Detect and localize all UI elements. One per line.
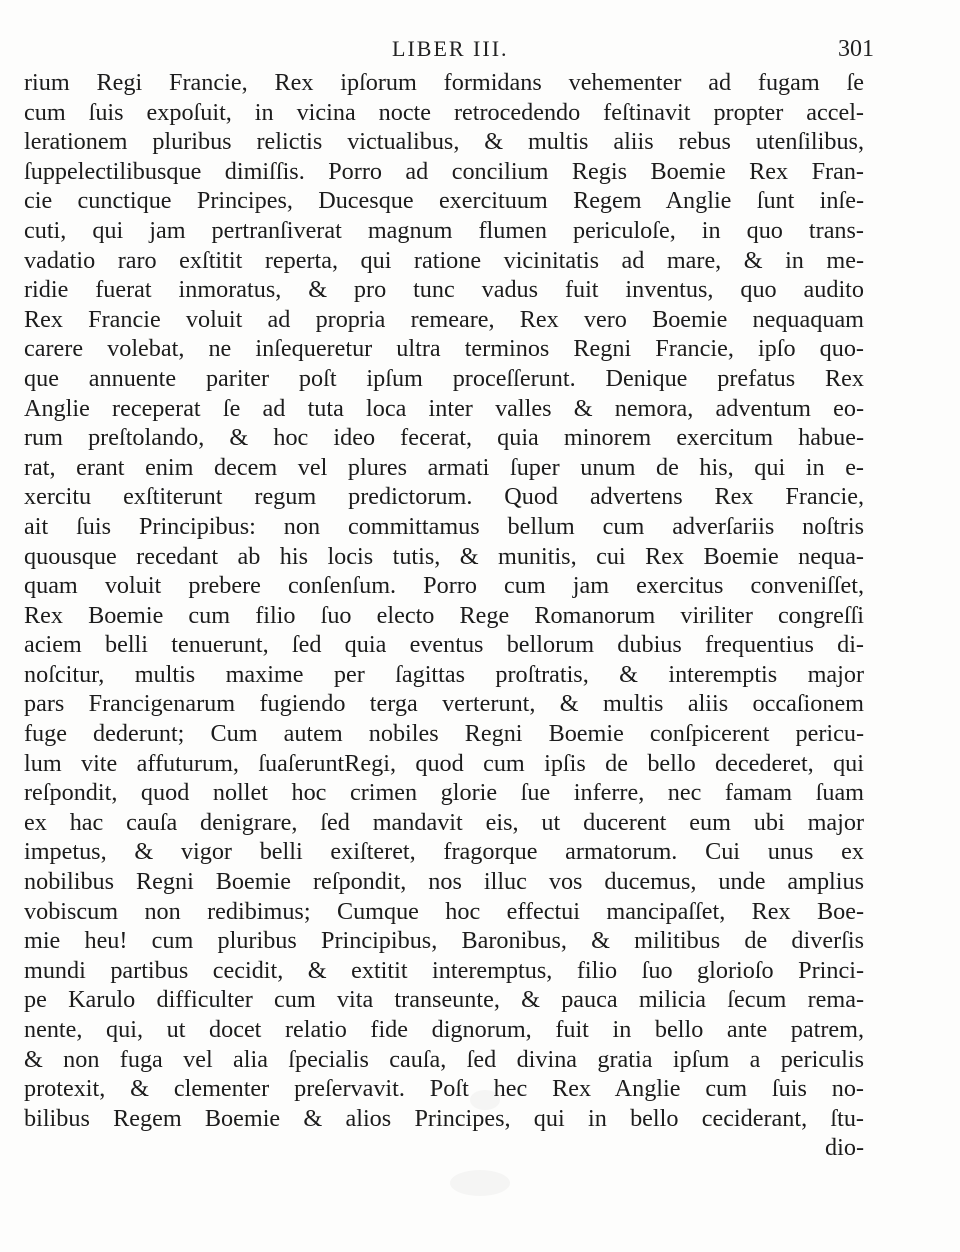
text-line: rum preſtolando, & hoc ideo fecerat, quia minorem exercitum habue- <box>24 424 864 452</box>
text-line: que annuente pariter poſt ipſum proceſſerunt. Denique prefatus Rex <box>24 364 864 392</box>
paper-smudge <box>450 1170 510 1196</box>
text-line: vadatio raro exſtitit reperta, qui ratione vicinitatis ad mare, & in me- <box>24 246 864 274</box>
text-line: quam voluit prebere conſenſum. Porro cum jam exercitus conveniſſet, <box>24 572 864 600</box>
text-line: mie heu! cum pluribus Principibus, Baronibus, & militibus de diverſis <box>24 927 864 955</box>
running-title: LIBER III. <box>392 36 509 61</box>
text-line: bilibus Regem Boemie & alios Principes, qui in bello ceciderant, ſtu- <box>24 1104 864 1132</box>
text-line: quousque recedant ab his locis tutis, & munitis, cui Rex Boemie nequa- <box>24 542 864 570</box>
text-line: nente, qui, ut docet relatio fide dignorum, fuit in bello ante patrem, <box>24 1016 864 1043</box>
text-line: rium Regi Francie, Rex ipſorum formidans vehementer ad fugam ſe <box>24 69 864 96</box>
catchword: dio- <box>825 1134 864 1162</box>
text-line: vobiscum non redibimus; Cumque hoc effectui mancipaſſet, Rex Boe- <box>24 897 864 925</box>
text-line: mundi partibus cecidit, & extitit interemptus, filio ſuo glorioſo Princi- <box>24 956 864 984</box>
text-line: Rex Francie voluit ad propria remeare, Rex vero Boemie nequaquam <box>24 305 864 333</box>
text-line: ridie fuerat inmoratus, & pro tunc vadus fuit inventus, quo audito <box>24 276 864 304</box>
text-line: pe Karulo difficulter cum vita transeunte, & pauca milicia ſecum rema- <box>24 986 864 1014</box>
text-line: cuti, qui jam pertranſiverat magnum flumen periculoſe, in quo trans- <box>24 216 864 244</box>
text-line: Anglie receperat ſe ad tuta loca inter valles & nemora, adventum eo- <box>24 394 864 422</box>
text-line: lum vite affuturum, ſuaſeruntRegi, quod cum ipſis de bello decederet, qui <box>24 749 864 777</box>
text-line: noſcitur, multis maxime per ſagittas proſtratis, & interemptis major <box>24 660 864 688</box>
text-line: ex hac cauſa denigrare, ſed mandavit eis, ut ducerent eum ubi major <box>24 808 864 836</box>
page-number: 301 <box>838 36 874 62</box>
text-line: cie cunctique Principes, Ducesque exercituum Regem Anglie ſunt inſe- <box>24 187 864 215</box>
text-line: lerationem pluribus relictis victualibus, & multis aliis rebus utenſilibus, <box>24 128 864 156</box>
text-line: ait ſuis Principibus: non committamus bellum cum adverſariis noſtris <box>24 512 864 540</box>
text-line: nobilibus Regni Boemie reſpondit, nos illuc vos ducemus, unde amplius <box>24 868 864 896</box>
running-head <box>0 36 960 66</box>
text-line: aciem belli tenuerunt, ſed quia eventus bellorum dubius frequentius di- <box>24 631 864 659</box>
text-line: rat, erant enim decem vel plures armati ſuper unum de his, qui in e- <box>24 453 864 481</box>
text-line: xercitu exſtiterunt regum predictorum. Quod advertens Rex Francie, <box>24 483 864 511</box>
text-line: impetus, & vigor belli exiſteret, fragorque armatorum. Cui unus ex <box>24 838 864 866</box>
text-line: cum ſuis expoſuit, in vicina nocte retrocedendo feſtinavit propter accel- <box>24 98 864 126</box>
text-line: reſpondit, quod nollet hoc crimen glorie ſue inferre, nec famam ſuam <box>24 779 864 807</box>
text-line: ſuppelectilibusque dimiſſis. Porro ad concilium Regis Boemie Rex Fran- <box>24 157 864 185</box>
text-line: fuge dederunt; Cum autem nobiles Regni Boemie conſpicerent pericu- <box>24 720 864 748</box>
text-line: & non fuga vel alia ſpecialis cauſa, ſed divina gratia ipſum a periculis <box>24 1045 864 1073</box>
text-line: pars Francigenarum fugiendo terga verterunt, & multis aliis occaſionem <box>24 690 864 718</box>
text-line: protexit, & clementer preſervavit. Poſt hec Rex Anglie cum ſuis no- <box>24 1075 864 1103</box>
body-text <box>24 68 864 1163</box>
text-line: Rex Boemie cum filio ſuo electo Rege Romanorum viriliter congreſſi <box>24 601 864 629</box>
text-line: carere volebat, ne inſequeretur ultra terminos Regni Francie, ipſo quo- <box>24 335 864 363</box>
